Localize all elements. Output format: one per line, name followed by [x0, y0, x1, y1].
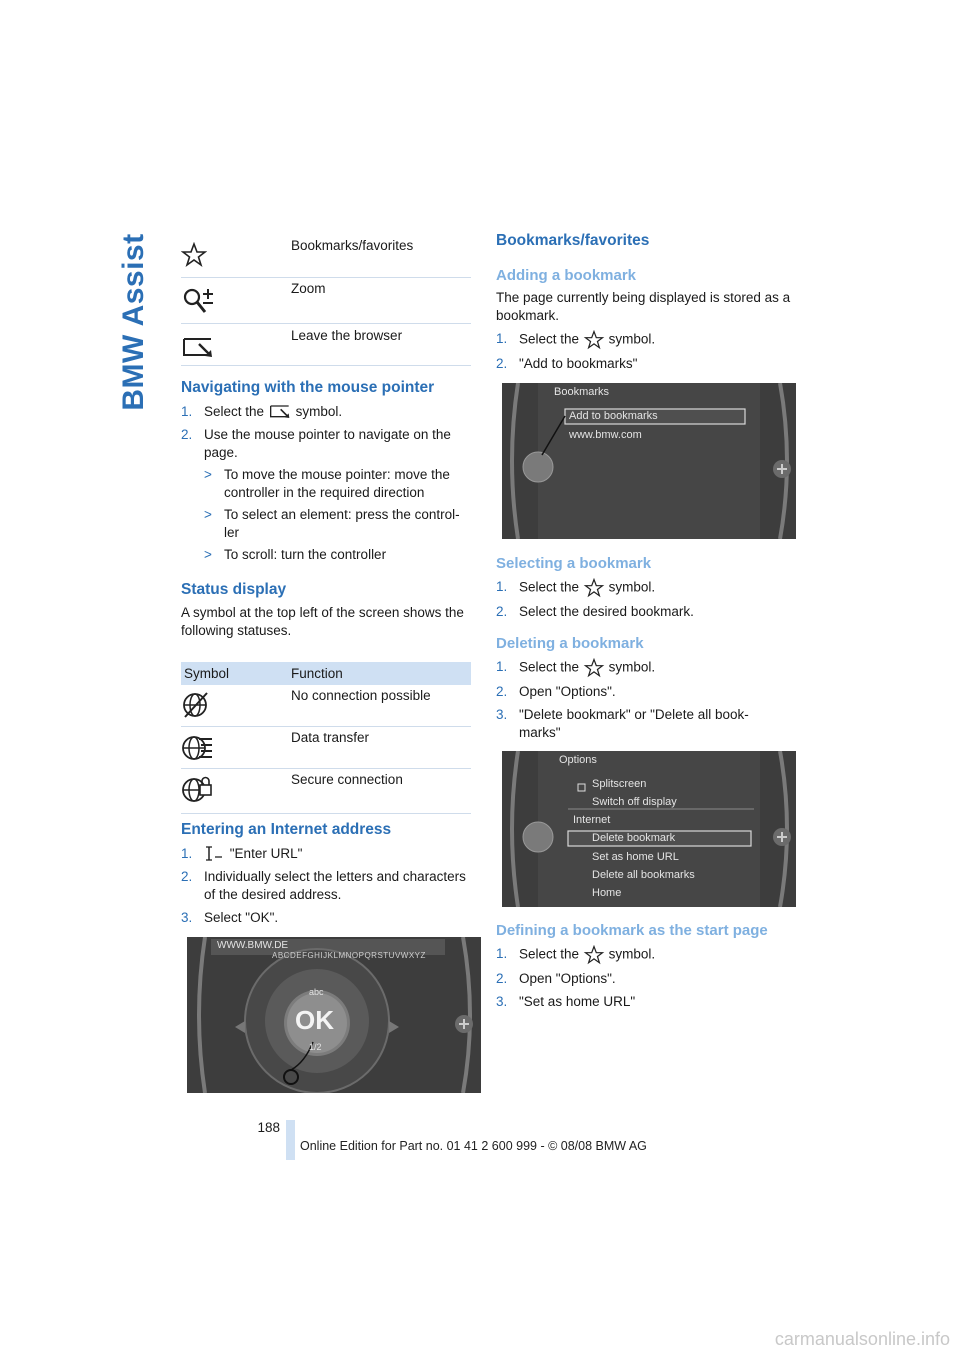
watermark: carmanualsonline.info	[774, 1329, 950, 1349]
table-row	[181, 769, 471, 814]
subsection-heading: Selecting a bookmark	[496, 555, 652, 572]
subsection-heading: Defining a bookmark as the start page	[496, 922, 768, 939]
ok-button-label: OK	[295, 1005, 334, 1035]
star-icon	[583, 578, 605, 598]
table-cell: Zoom	[291, 281, 326, 296]
footer-text: Online Edition for Part no. 01 41 2 600 999 - © 08/08 BMW AG	[300, 1139, 647, 1153]
list-item: 2. Individually select the letters and characters of the desired address.	[181, 869, 466, 902]
deleting-section	[496, 635, 796, 742]
url-field-text: WWW.BMW.DE	[217, 940, 289, 951]
list-item: 2. Open "Options".	[496, 684, 616, 699]
paragraph: The page currently being displayed is stored as a bookmark.	[496, 290, 791, 323]
section-heading: Status display	[181, 581, 287, 598]
screen-menu-item: Home	[592, 887, 622, 899]
enter-address-section	[181, 821, 476, 927]
list-item: 2. Use the mouse pointer to navigate on the page.	[181, 427, 451, 460]
side-section-title	[112, 232, 156, 412]
subsection-heading: Adding a bookmark	[496, 267, 637, 284]
list-item: 3. Select "OK".	[181, 910, 279, 925]
section-heading: Entering an Internet address	[181, 821, 392, 838]
list-item: > To move the mouse pointer: move the controller in the required direction	[204, 467, 450, 500]
screen-menu-item: Splitscreen	[592, 778, 647, 790]
list-item: 2. Select the desired bookmark.	[496, 604, 694, 619]
table-row	[181, 685, 471, 727]
list-item: 1. Select the symbol.	[496, 945, 796, 965]
list-item: 1. Select the symbol.	[496, 578, 796, 598]
enter-url-screenshot: WWW.BMW.DE abc OK 1/2 ABCDEFGHIJKLMNOPQRSTUVWXYZ	[187, 937, 481, 1093]
browser-symbol-table	[181, 232, 471, 366]
subsection-heading: Deleting a bookmark	[496, 635, 644, 652]
list-item: > To scroll: turn the controller	[204, 547, 387, 562]
list-item: 1. Select the symbol.	[496, 330, 796, 350]
right-column	[496, 232, 796, 373]
list-item: 3. "Set as home URL"	[496, 994, 636, 1009]
screen-menu-item: Delete bookmark	[592, 832, 676, 844]
selecting-section	[496, 555, 796, 621]
options-screenshot	[502, 751, 796, 907]
letter-ring: ABCDEFGHIJKLMNOPQRSTUVWXYZ	[272, 951, 426, 960]
table-cell: Bookmarks/favorites	[291, 238, 414, 253]
table-cell: Data transfer	[291, 730, 370, 745]
no-connection-icon	[181, 690, 211, 720]
list-item: 3. "Delete bookmark" or "Delete all book-marks"	[496, 707, 749, 740]
status-table	[181, 662, 471, 814]
screen-menu-item: www.bmw.com	[569, 429, 642, 441]
list-item: 1. Select the symbol.	[181, 404, 343, 419]
table-cell: No connection possible	[291, 688, 431, 703]
star-icon	[583, 945, 605, 965]
nav-mouse-section	[181, 379, 471, 564]
list-item: 2. Open "Options".	[496, 971, 616, 986]
screen-title: Options	[559, 754, 597, 766]
list-item: > To select an element: press the control-ler	[204, 507, 460, 540]
table-row	[181, 324, 471, 366]
screen-menu-item: Switch off display	[592, 796, 677, 808]
screen-menu-item: Internet	[573, 814, 611, 826]
footer-accent-bar	[286, 1120, 295, 1160]
page-number: 188	[257, 1120, 280, 1135]
table-header: Symbol Function	[181, 662, 471, 685]
screen-menu-item: Set as home URL	[592, 851, 679, 863]
star-icon	[181, 242, 207, 268]
star-icon	[583, 330, 605, 350]
enter-url-icon	[204, 846, 226, 862]
paragraph: A symbol at the top left of the screen shows the following statuses.	[181, 605, 464, 638]
left-column	[181, 232, 471, 925]
start-page-section	[496, 922, 796, 1011]
screen-menu-item: Delete all bookmarks	[592, 869, 695, 881]
table-row	[181, 278, 471, 324]
table-row	[181, 232, 471, 278]
table-cell: Secure connection	[291, 772, 403, 787]
screen-menu-item: Add to bookmarks	[569, 410, 658, 422]
side-title-text: BMW Assist	[117, 233, 150, 411]
table-row	[181, 727, 471, 769]
section-heading: Bookmarks/favorites	[496, 232, 650, 249]
list-item: 1. Select the symbol.	[496, 658, 796, 678]
list-item: 2. "Add to bookmarks"	[496, 356, 638, 371]
data-transfer-icon	[181, 733, 213, 763]
section-heading: Navigating with the mouse pointer	[181, 379, 435, 396]
status-section	[181, 581, 471, 814]
table-cell: Leave the browser	[291, 328, 403, 343]
leave-browser-icon	[268, 404, 292, 420]
zoom-icon	[181, 286, 215, 316]
screen-title: Bookmarks	[554, 386, 610, 398]
add-bookmark-screenshot	[502, 383, 796, 539]
star-icon	[583, 658, 605, 678]
list-item: 1. "Enter URL"	[181, 846, 303, 861]
secure-connection-icon	[181, 775, 213, 805]
leave-browser-icon	[181, 336, 215, 360]
